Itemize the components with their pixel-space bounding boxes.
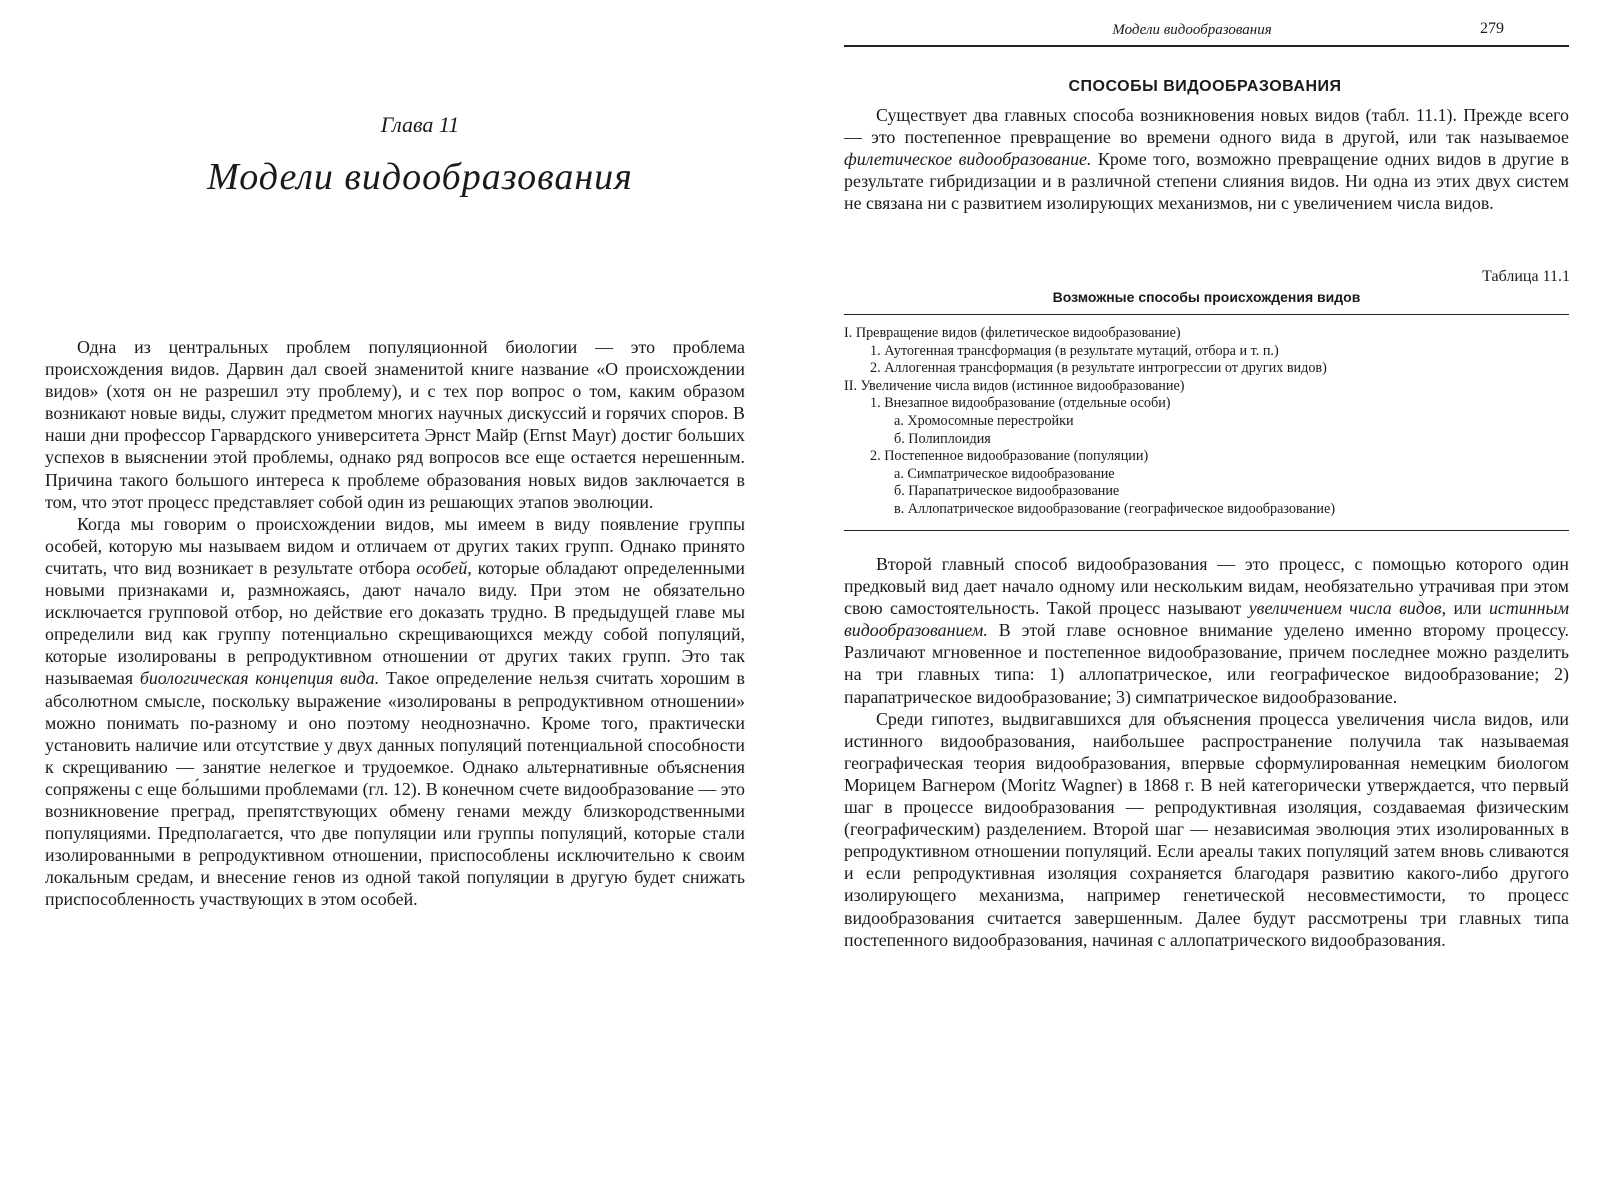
table-row: а. Симпатрическое видообразование: [894, 465, 1115, 482]
left-body-text: [45, 336, 745, 910]
running-head: Модели видообразования: [1112, 22, 1272, 38]
emphasis-text: биологическая концепция вида.: [139, 668, 380, 689]
left-paragraph-2: [45, 513, 745, 911]
page-number: 279: [1480, 20, 1504, 37]
emphasis-text: особей,: [416, 557, 472, 578]
text-run: Одна из центральных проблем популяционной биологии — это проблема происхождения видов. Дарвин дал своей знаменитой книге название «О происхождении видов» (хотя он не разрешил эту проблему), и с тех пор вопрос о том, каким образом возникают новые виды, служит предметом многих научных дискуссий и горячих споров. В наши дни профессор Гарвардского университета Эрнст Майр (Ernst Mayr) достиг больших успехов в выяснении этой проблемы, однако ряд вопросов все еще остается нерешенным. Причина такого большого интереса к проблеме образования новых видов заключается в том, что этот процесс представляет собой один из решающих этапов эволюции.: [45, 337, 745, 512]
text-run: В этой главе основное внимание уделено именно второму процессу. Различают мгновенное и постепенное видообразование, причем последнее можно разделить на три главных типа: 1) аллопатрическое, или географическое видообразование; 2) парапатрическое видообразование; 3) симпатрическое видообразование.: [844, 620, 1569, 707]
intro-text: [844, 104, 1569, 214]
table-row: 2. Аллогенная трансформация (в результате интрогрессии от других видов): [870, 360, 1327, 377]
text-run: Существует два главных способа возникновения новых видов (табл. 11.1). Прежде всего — это постепенное превращение во времени одного вида в другой, или так называемое: [844, 105, 1569, 147]
chapter-label: Глава 11: [380, 112, 460, 137]
emphasis-text: филетическое видообразование.: [844, 149, 1092, 169]
chapter-title: Модели видообразования: [207, 156, 633, 198]
table-row: в. Аллопатрическое видообразование (географическое видообразование): [894, 500, 1336, 517]
table-top-rule: [844, 314, 1569, 315]
table-caption: Возможные способы происхождения видов: [1052, 289, 1361, 305]
text-run: Среди гипотез, выдвигавшихся для объяснения процесса увеличения числа видов, или истинного видообразования, наибольшее распространение получила так называемая географическая теория видообразования, впервые сформулированная немецким биологом Морицем Вагнером (Moritz Wagner) в 1868 г. В ней категорически утверждается, что первый шаг в процессе видообразования — репродуктивная изоляция, создаваемая физическим (географическим) разделением. Второй шаг — независимая эволюция этих изолированных в репродуктивном отношении популяций. Если ареалы таких популяций затем вновь сливаются и если репродуктивная изоляция сохраняется благодаря развитию какого-либо другого изолирующего механизма, например генетической несовместимости, то процесс видообразования считается завершенным. Далее будут рассмотрены три главных типа постепенного видообразования, начиная с аллопатрического видообразования.: [844, 708, 1569, 950]
text-run: которые обладают определенными новыми признаками и, размножаясь, дают начало виду. При этом не обязательно исключается групповой отбор, но действие его доказать трудно. В предыдущей главе мы определили вид как группу потенциально скрещивающихся между собой популяций, которые изолированы в репродуктивном отношении от других таких групп. Это так называемая: [45, 557, 745, 689]
right-paragraph-1: [844, 553, 1569, 708]
text-run: Такое определение нельзя считать хорошим в абсолютном смысле, поскольку выражение «изолированы в репродуктивном отношении» можно понимать по-разному и оно поэтому неоднозначно. Кроме того, практически установить наличие или отсутствие у двух данных популяций потенциальной способности к скрещиванию — занятие нелегкое и трудоемкое. Однако альтернативные объяснения сопряжены с еще бо́льшими проблемами (гл. 12). В конечном счете видообразование — это возникновение преград, препятствующих обмену генами между близкородственными популяциями. Предполагается, что две популяции или группы популяций, которые стали изолированными в репродуктивном отношении, приспособлены исключительно к своим локальным средам, и внесение генов из одной такой популяции в другую будет снижать приспособленность участвующих в этом особей.: [45, 668, 745, 910]
emphasis-text: истинным видообразованием.: [844, 598, 1569, 641]
right-paragraph-2: [844, 708, 1569, 951]
species-origin-table: [844, 325, 1569, 519]
text-run: Второй главный способ видообразования — это процесс, с помощью которого один предковый вид дает начало одному или нескольким видам, необязательно утрачивая при этом свою самостоятельность. Такой процесс называют: [844, 554, 1569, 619]
intro-paragraph: [844, 104, 1569, 214]
table-row: I. Превращение видов (филетическое видообразование): [844, 325, 1181, 341]
left-paragraph-1: [45, 336, 745, 513]
table-row: а. Хромосомные перестройки: [894, 412, 1074, 429]
right-page: [800, 0, 1610, 1187]
text-run: Когда мы говорим о происхождении видов, мы имеем в виду появление группы особей, которую мы называем видом и отличаем от других таких групп. Однако принято считать, что вид возникает в результате отбора: [45, 513, 745, 578]
right-body-text: [844, 553, 1569, 951]
table-row: б. Полиплоидия: [894, 430, 991, 447]
table-bottom-rule: [844, 530, 1569, 531]
table-row: 1. Внезапное видообразование (отдельные особи): [870, 395, 1171, 412]
table-row: II. Увеличение числа видов (истинное видообразование): [844, 377, 1185, 394]
table-row: 2. Постепенное видообразование (популяции): [870, 448, 1149, 465]
section-heading: СПОСОБЫ ВИДООБРАЗОВАНИЯ: [1068, 78, 1342, 95]
emphasis-text: увеличением числа видов,: [1248, 598, 1447, 619]
table-label: Таблица 11.1: [1482, 268, 1570, 285]
left-page: [0, 0, 800, 1187]
text-run: или: [1446, 598, 1489, 619]
table-row: 1. Аутогенная трансформация (в результате мутаций, отбора и т. п.): [870, 342, 1279, 359]
header-rule: [844, 45, 1569, 47]
text-run: Кроме того, возможно превращение одних видов в другие в результате гибридизации и в различной степени слияния видов. Ни одна из этих двух систем не связана ни с развитием изолирующих механизмов, ни с увеличением числа видов.: [844, 149, 1569, 213]
table-row: б. Парапатрическое видообразование: [894, 483, 1120, 500]
